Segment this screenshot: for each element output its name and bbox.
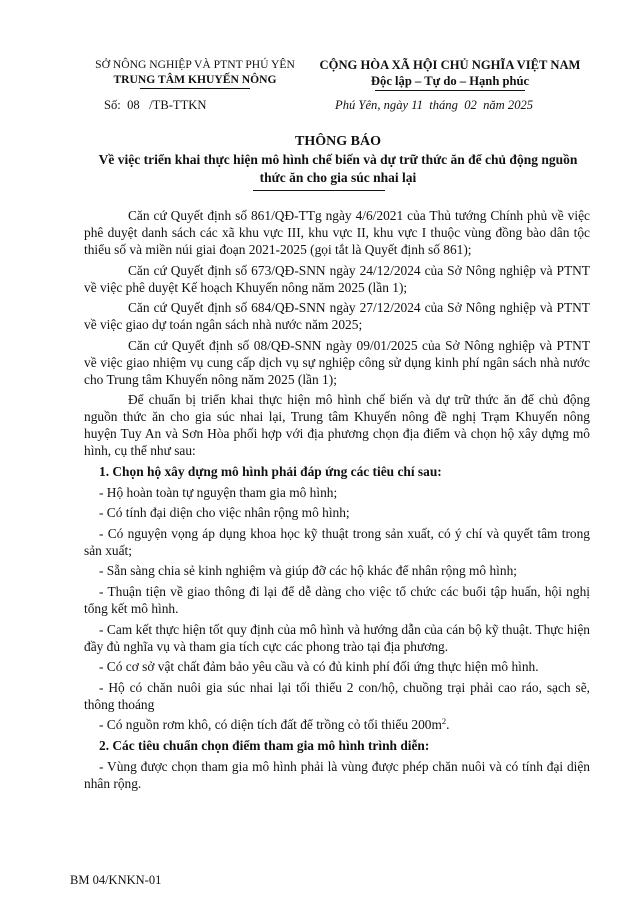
criterion-item: - Hộ có chăn nuôi gia súc nhai lại tối thiểu 2 con/hộ, chuồng trại phải cao ráo, sạch sẽ, thông thoáng <box>84 679 590 712</box>
country-name: CỘNG HÒA XÃ HỘI CHỦ NGHĨA VIỆT NAM <box>319 58 581 72</box>
legal-basis-3: Căn cứ Quyết định số 684/QĐ-SNN ngày 27/12/2024 của Sở Nông nghiệp và PTNT về việc giao dự toán ngân sách nhà nước năm 2025; <box>84 300 590 333</box>
document-body <box>84 207 590 795</box>
criterion-item: - Có cơ sở vật chất đảm bảo yêu cầu và có đủ kinh phí đối ứng thực hiện mô hình. <box>99 659 539 675</box>
national-motto: Độc lập – Tự do – Hạnh phúc <box>370 74 530 88</box>
legal-basis-1: Căn cứ Quyết định số 861/QĐ-TTg ngày 4/6/2021 của Thủ tướng Chính phủ về việc phê duyệt danh sách các xã khu vực III, khu vực II, khu vực I thuộc vùng đồng bào dân tộc thiểu số và miền núi giai đoạn 2021-2025 (gọi tắt là Quyết định số 861); <box>84 208 590 257</box>
section-2-item: - Vùng được chọn tham gia mô hình phải là vùng được phép chăn nuôi và có tính đại diện nhân rộng. <box>84 758 590 791</box>
unit-underline <box>140 88 250 89</box>
criterion-item: - Sẵn sàng chia sẻ kinh nghiệm và giúp đỡ các hộ khác để nhân rộng mô hình; <box>99 563 517 579</box>
section-2-heading: 2. Các tiêu chuẩn chọn điểm tham gia mô hình trình diễn: <box>99 737 430 753</box>
document-title: THÔNG BÁO <box>295 134 381 149</box>
parent-agency: SỞ NÔNG NGHIỆP VÀ PTNT PHÚ YÊN <box>95 58 295 71</box>
criterion-item: - Cam kết thực hiện tốt quy định của mô hình và hướng dẫn của cán bộ kỹ thuật. Thực hiện đầy đủ nghĩa vụ và tham gia tích cực các phong trào tại địa phương. <box>84 621 590 654</box>
criterion-period: . <box>446 717 450 733</box>
issuing-agency-block <box>84 57 306 89</box>
criterion-item: - Thuận tiện về giao thông đi lại để dễ dàng cho việc tổ chức các buổi tập huấn, hội nghị tổng kết mô hình. <box>84 583 590 616</box>
legal-basis-4: Căn cứ Quyết định số 08/QĐ-SNN ngày 09/01/2025 của Sở Nông nghiệp và PTNT về việc giao nhiệm vụ cung cấp dịch vụ sự nghiệp công sử dụng kinh phí ngân sách nhà nước cho Trung tâm Khuyến nông năm 2025 (lần 1); <box>84 337 590 387</box>
reference-number: Số: 08 /TB-TTKN <box>104 98 207 112</box>
national-heading-block <box>312 57 588 91</box>
section-1-heading: 1. Chọn hộ xây dựng mô hình phải đáp ứng các tiêu chí sau: <box>99 463 442 479</box>
criterion-item: - Có nguyện vọng áp dụng khoa học kỹ thuật trong sản xuất, có ý chí và quyết tâm trong sản xuất; <box>84 525 590 558</box>
criterion-text: - Có nguồn rơm khô, có diện tích đất để trồng cỏ tối thiểu 200m <box>99 717 442 733</box>
title-divider <box>253 190 385 191</box>
purpose-paragraph: Để chuẩn bị triển khai thực hiện mô hình chế biến và dự trữ thức ăn để chủ động nguồn thức ăn cho gia súc nhai lại, Trung tâm Khuyến nông đề nghị Trạm Khuyến nông huyện Tuy An và Sơn Hòa phối hợp với địa phương chọn địa điểm và chọn hộ xây dựng mô hình, cụ thể như sau: <box>84 392 590 459</box>
criterion-item: - Có tính đại diện cho việc nhân rộng mô hình; <box>99 505 350 521</box>
square-superscript: 2 <box>441 716 447 727</box>
legal-basis-2: Căn cứ Quyết định số 673/QĐ-SNN ngày 24/12/2024 của Sở Nông nghiệp và PTNT về việc phê duyệt Kế hoạch Khuyến nông năm 2025 (lần 1); <box>84 262 590 295</box>
form-code: BM 04/KNKN-01 <box>70 873 162 887</box>
issuing-unit: TRUNG TÂM KHUYẾN NÔNG <box>113 73 277 86</box>
document-subject: Về việc triển khai thực hiện mô hình chế biến và dự trữ thức ăn để chủ động nguồn thức ăn cho gia súc nhai lại <box>98 152 578 185</box>
criterion-item-land-area <box>84 716 590 733</box>
document-date: Phú Yên, ngày 11 tháng 02 năm 2025 <box>335 98 534 112</box>
motto-underline <box>375 90 525 91</box>
criterion-item: - Hộ hoàn toàn tự nguyện tham gia mô hình; <box>99 484 338 500</box>
